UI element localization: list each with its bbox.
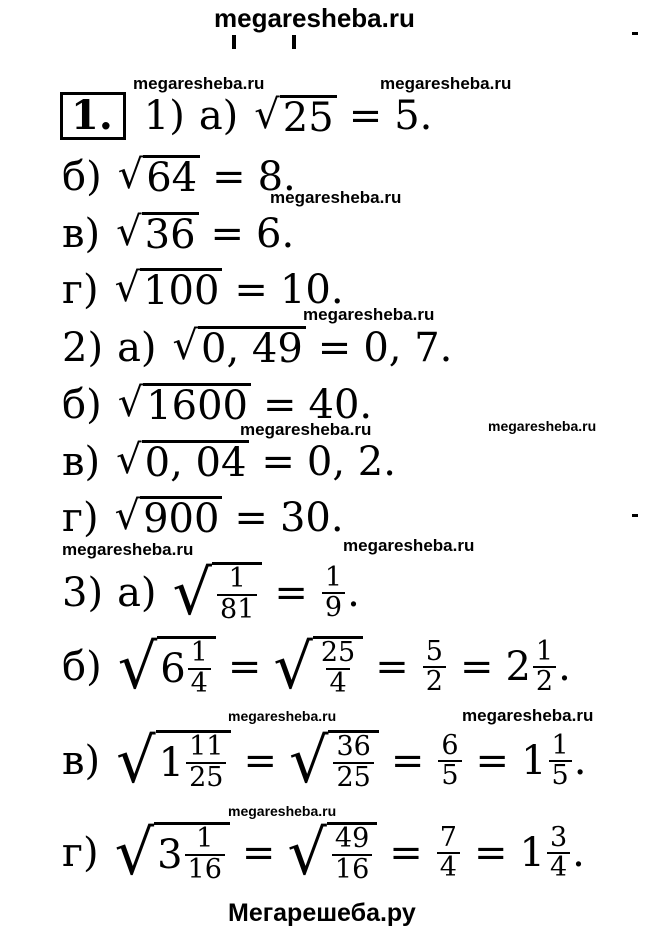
result: 40. bbox=[308, 381, 373, 428]
result: 8. bbox=[257, 153, 296, 200]
result: 30. bbox=[279, 494, 344, 541]
item-letter: г) bbox=[62, 266, 99, 313]
solution-line bbox=[62, 380, 373, 429]
part-label: 2) bbox=[62, 324, 104, 371]
solution-line bbox=[62, 493, 344, 542]
watermark-bottom: Мегарешеба.ру bbox=[228, 899, 416, 927]
square-root: √ 36 bbox=[116, 212, 198, 255]
square-root: √ 0, 04 bbox=[116, 440, 249, 483]
square-root: √ $\frac{25}{4}$ bbox=[273, 636, 363, 698]
result: 10. bbox=[279, 266, 344, 313]
equals-sign: = bbox=[243, 738, 277, 784]
fraction: $\frac{5}{2}$ bbox=[423, 638, 446, 697]
watermark: megaresheba.ru bbox=[62, 540, 194, 559]
solution-line bbox=[62, 323, 453, 372]
solution-line bbox=[62, 724, 587, 797]
item-letter: а) bbox=[198, 93, 239, 139]
square-root: √ 100 bbox=[115, 268, 223, 311]
mixed-number: 2 $\frac{1}{2}$ bbox=[505, 638, 558, 697]
square-root: √ 900 bbox=[115, 496, 223, 539]
equals-sign: = bbox=[210, 210, 245, 257]
equals-sign: = bbox=[389, 830, 423, 876]
part-label: 1) bbox=[143, 93, 185, 139]
radicand: 900 bbox=[140, 496, 222, 539]
solution-line bbox=[62, 816, 585, 889]
equals-sign: = bbox=[475, 738, 510, 784]
square-root: √ $\frac{36}{25}$ bbox=[289, 730, 379, 792]
equals-sign: = bbox=[234, 266, 268, 313]
result: 5. bbox=[394, 93, 433, 139]
watermark: megaresheba.ru bbox=[228, 803, 337, 819]
radicand: 0, 04 bbox=[142, 440, 250, 483]
square-root: √ $\frac{1}{81}$ bbox=[173, 562, 263, 624]
period: . bbox=[572, 830, 585, 876]
fraction: $\frac{7}{4}$ bbox=[437, 824, 460, 883]
radicand: 1600 bbox=[143, 383, 251, 426]
solution-line bbox=[62, 152, 296, 201]
fraction: $\frac{1}{4}$ bbox=[188, 639, 211, 698]
watermark: megaresheba.ru bbox=[228, 708, 337, 724]
equals-sign: = bbox=[227, 644, 262, 690]
equals-sign: = bbox=[390, 738, 425, 784]
watermark: megaresheba.ru bbox=[270, 188, 402, 207]
equals-sign: = bbox=[241, 830, 276, 876]
solution-line bbox=[60, 92, 432, 140]
watermark: megaresheba.ru bbox=[240, 420, 372, 439]
square-root: √ 3 $\frac{1}{16}$ bbox=[115, 822, 230, 884]
equals-sign: = bbox=[459, 644, 494, 690]
radicand: 0, 49 bbox=[198, 326, 306, 369]
fraction: $\frac{11}{25}$ bbox=[186, 733, 226, 792]
item-letter: в) bbox=[62, 210, 101, 257]
square-root: √ 25 bbox=[254, 95, 336, 138]
equals-sign: = bbox=[317, 324, 352, 371]
item-letter: г) bbox=[62, 830, 99, 876]
fraction: $\frac{49}{16}$ bbox=[332, 825, 372, 884]
square-root: √ 1 $\frac{11}{25}$ bbox=[116, 730, 231, 792]
equals-sign: = bbox=[234, 494, 268, 541]
watermark: megaresheba.ru bbox=[343, 536, 475, 555]
mixed-number: 1 $\frac{1}{5}$ bbox=[521, 732, 574, 791]
scan-mark bbox=[632, 32, 638, 35]
period: . bbox=[558, 644, 571, 690]
result: 0, 7. bbox=[363, 324, 453, 371]
item-letter: б) bbox=[62, 153, 102, 200]
equals-sign: = bbox=[261, 438, 295, 485]
solution-line bbox=[62, 265, 344, 314]
solution-line bbox=[62, 437, 396, 486]
equals-sign: = bbox=[348, 93, 383, 139]
item-letter: а) bbox=[117, 324, 157, 371]
problem-number: 1. bbox=[60, 92, 126, 140]
scan-mark bbox=[292, 35, 296, 49]
fraction: $\frac{1}{16}$ bbox=[185, 825, 225, 884]
equals-sign: = bbox=[262, 381, 297, 428]
item-letter: в) bbox=[62, 738, 101, 784]
result: 6. bbox=[256, 210, 295, 257]
solution-line bbox=[62, 630, 571, 703]
equals-sign: = bbox=[274, 570, 308, 616]
square-root: √ 1600 bbox=[118, 383, 251, 426]
fraction: $\frac{6}{5}$ bbox=[438, 732, 461, 791]
watermark: megaresheba.ru bbox=[133, 74, 265, 93]
mixed-number: 1 $\frac{3}{4}$ bbox=[520, 824, 573, 883]
result: 0, 2. bbox=[306, 438, 396, 485]
solution-line bbox=[62, 209, 295, 258]
solution-line bbox=[62, 556, 360, 629]
watermark-top: megaresheba.ru bbox=[214, 3, 415, 33]
item-letter: а) bbox=[117, 570, 157, 616]
item-letter: б) bbox=[62, 644, 102, 690]
square-root: √ 0, 49 bbox=[173, 326, 306, 369]
part-label: 3) bbox=[62, 570, 104, 616]
item-letter: г) bbox=[62, 494, 99, 541]
radicand: 25 bbox=[280, 95, 337, 138]
scan-mark bbox=[232, 35, 236, 49]
fraction: $\frac{1}{81}$ bbox=[217, 565, 257, 624]
square-root: √ $\frac{49}{16}$ bbox=[287, 822, 377, 884]
scan-mark bbox=[632, 514, 638, 517]
watermark: megaresheba.ru bbox=[303, 305, 435, 324]
watermark: megaresheba.ru bbox=[462, 706, 594, 725]
square-root: √ 6 $\frac{1}{4}$ bbox=[118, 636, 216, 698]
radicand: 36 bbox=[142, 212, 199, 255]
item-letter: б) bbox=[62, 381, 102, 428]
period: . bbox=[347, 570, 360, 616]
watermark: megaresheba.ru bbox=[380, 74, 512, 93]
square-root: √ 64 bbox=[118, 155, 200, 198]
fraction: $\frac{1}{9}$ bbox=[322, 564, 345, 623]
period: . bbox=[573, 738, 587, 784]
equals-sign: = bbox=[473, 830, 508, 876]
radicand: 100 bbox=[140, 268, 222, 311]
watermark: megaresheba.ru bbox=[488, 418, 597, 434]
equals-sign: = bbox=[212, 153, 246, 200]
radicand: 64 bbox=[143, 155, 200, 198]
fraction: $\frac{25}{4}$ bbox=[320, 637, 356, 699]
equals-sign: = bbox=[375, 644, 409, 690]
item-letter: в) bbox=[62, 438, 101, 485]
fraction: $\frac{36}{25}$ bbox=[333, 733, 373, 792]
